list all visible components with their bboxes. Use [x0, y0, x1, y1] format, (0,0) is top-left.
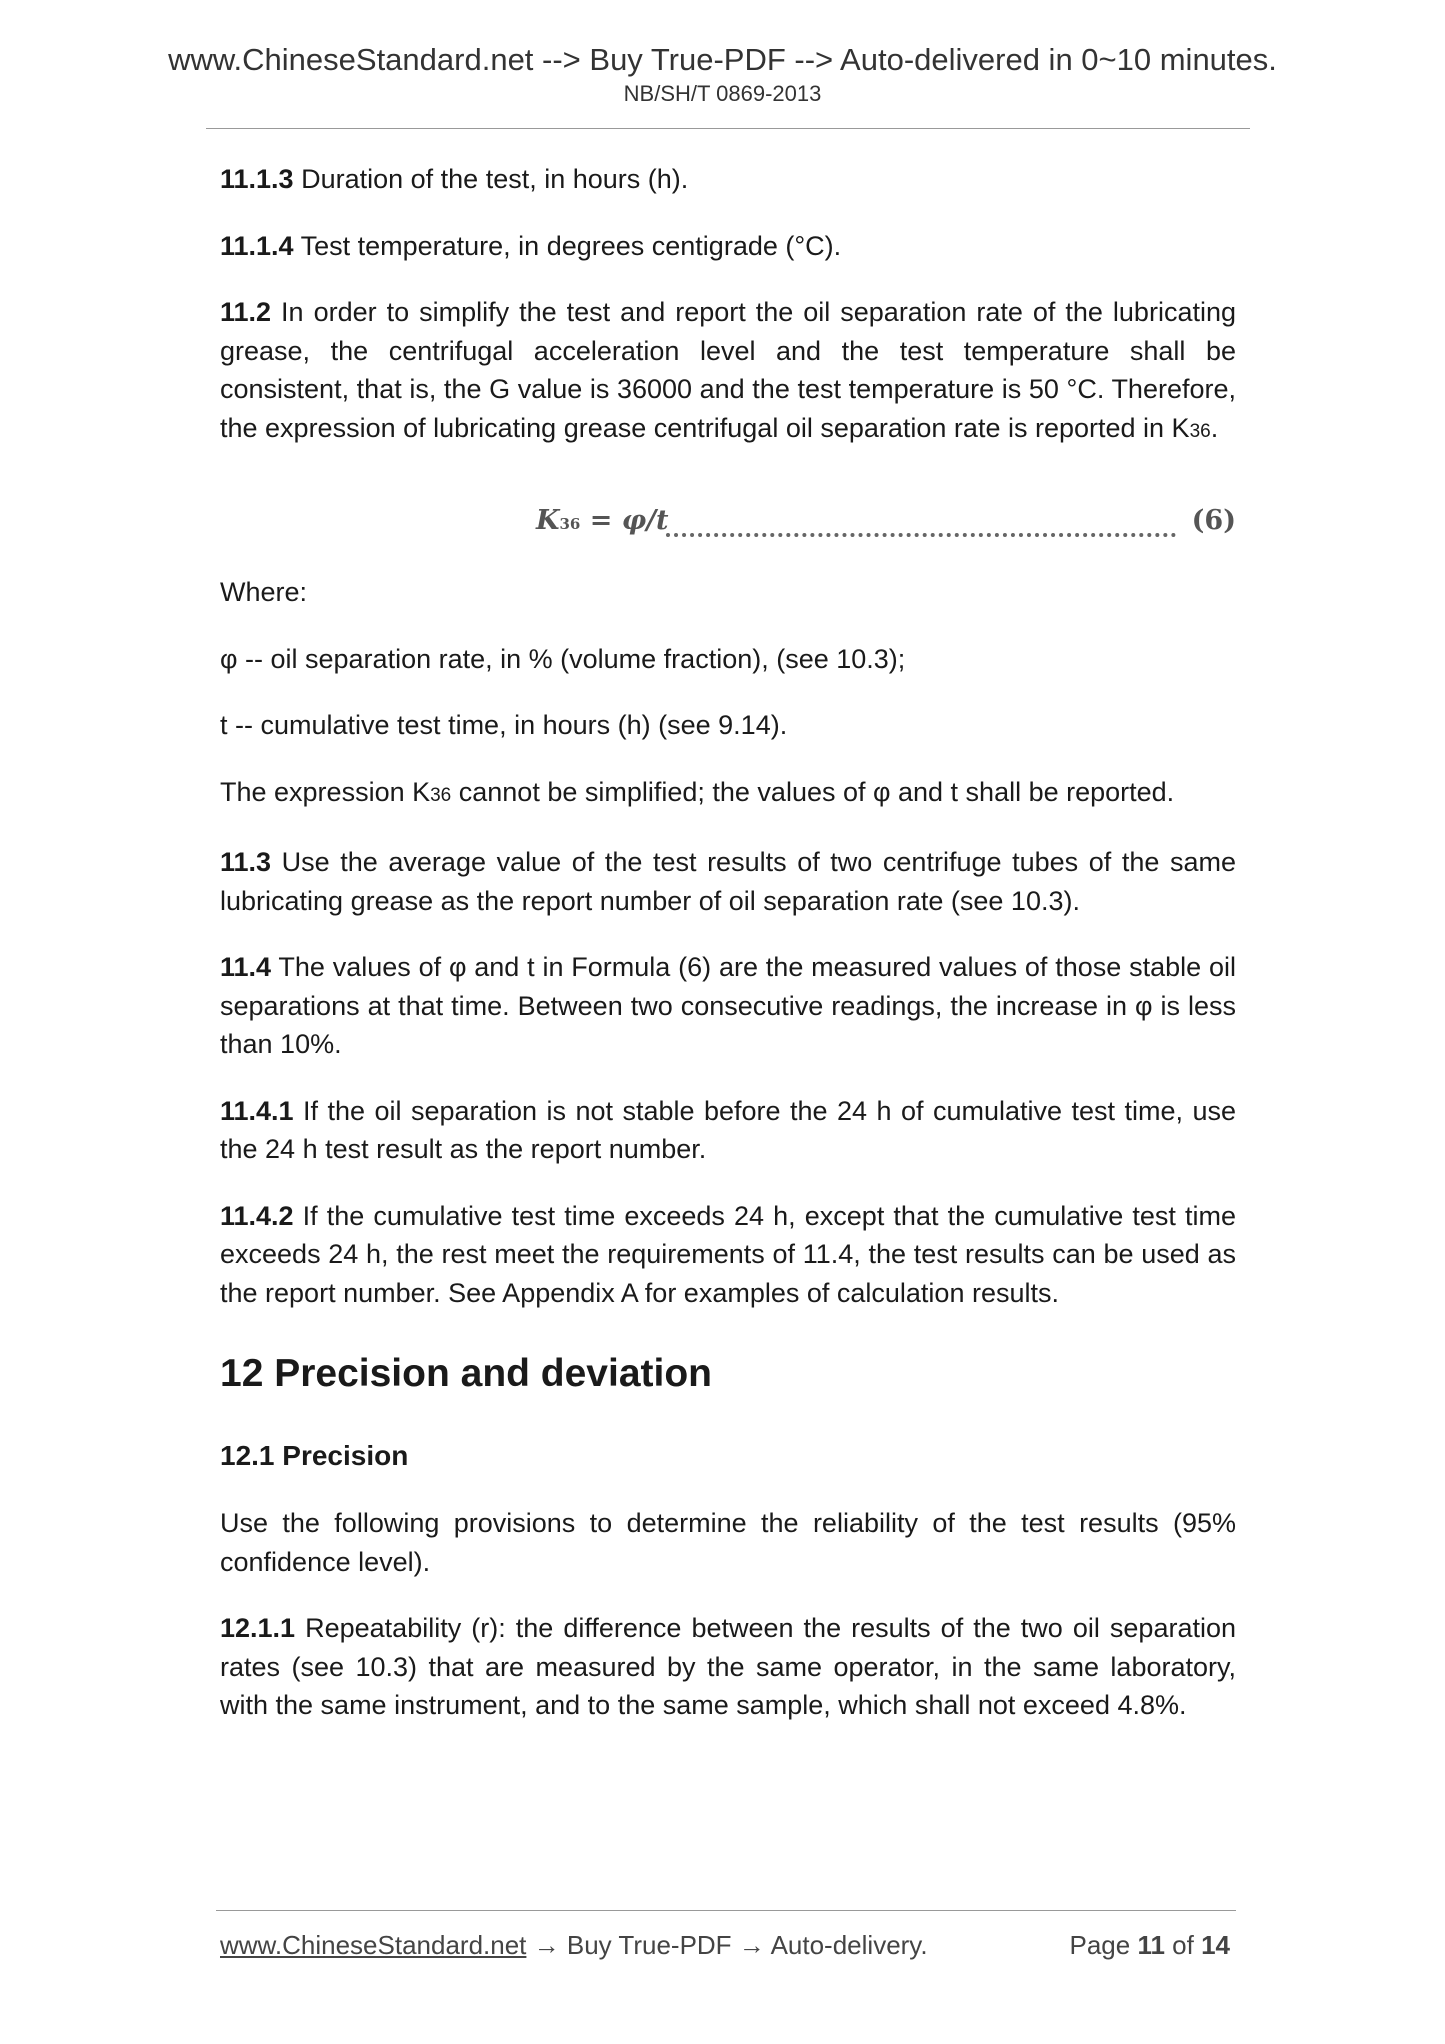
clause-number: 11.4.2: [220, 1200, 294, 1231]
page-label: Page: [1069, 1930, 1138, 1960]
precision-intro: Use the following provisions to determine the reliability of the test results (95% confidence level).: [220, 1508, 1236, 1577]
subsection-heading-12-1: 12.1 Precision: [220, 1440, 409, 1471]
formula-6: [536, 493, 1236, 573]
clause-text: The values of φ and t in Formula (6) are the measured values of those stable oil separations at that time. Between two consecutive readings, the increase in φ is less than 10%.: [220, 952, 1236, 1059]
clause-text: Duration of the test, in hours (h).: [293, 164, 689, 194]
header-divider: [206, 128, 1250, 129]
formula-k-subscript: 36: [559, 515, 581, 533]
clause-11-3: [220, 843, 1236, 920]
clause-text: If the cumulative test time exceeds 24 h, except that the cumulative test time exceeds 24 h, the rest meet the requirements of 11.4, the test results can be used as the report number. See Appendix A for examples of calculation results.: [220, 1200, 1236, 1308]
clause-text: Test temperature, in degrees centigrade (°C).: [293, 230, 842, 261]
expression-note: [220, 773, 1236, 816]
header-banner: www.ChineseStandard.net --> Buy True-PDF --> Auto-delivered in 0~10 minutes.: [168, 42, 1277, 77]
clause-number: 11.1.3: [220, 164, 294, 194]
clause-11-1-4: [220, 227, 1236, 266]
definition-t: t -- cumulative test time, in hours (h) (see 9.14).: [220, 710, 788, 740]
formula-rhs: = φ/t: [580, 505, 669, 536]
note-text-tail: cannot be simplified; the values of φ and t shall be reported.: [451, 776, 1175, 807]
subscript: 36: [430, 784, 452, 806]
clause-11-4-2: [220, 1197, 1236, 1313]
page-indicator: [1069, 1928, 1230, 1962]
clause-11-4: [220, 948, 1236, 1064]
definition-phi: φ -- oil separation rate, in % (volume fraction), (see 10.3);: [220, 643, 906, 674]
clause-text: In order to simplify the test and report the oil separation rate of the lubricating grease, the centrifugal acceleration level and the test temperature shall be consistent, that is, the G value is 36000 and the test temperature is 50 °C. Therefore, the expression of lubricating grease centrifugal oil separation rate is reported in K: [220, 297, 1236, 443]
formula-k: K: [536, 505, 560, 536]
formula-leader-dots: [666, 511, 1176, 537]
clause-text: Use the average value of the test results of two centrifuge tubes of the same lubricating grease as the report number of oil separation rate (see 10.3).: [220, 847, 1236, 916]
clause-11-1-3: [220, 160, 1236, 199]
clause-12-1-1: [220, 1609, 1236, 1725]
footer-divider: [216, 1910, 1236, 1911]
clause-number: 11.3: [220, 847, 272, 877]
where-label: Where:: [220, 577, 308, 607]
clause-number: 11.2: [220, 297, 272, 327]
formula-number: (6): [1191, 505, 1236, 536]
page-total: 14: [1201, 1930, 1230, 1960]
footer-site-link[interactable]: www.ChineseStandard.net: [220, 1930, 527, 1960]
footer-tagline: → Buy True-PDF → Auto-delivery.: [526, 1930, 928, 1960]
document-code: NB/SH/T 0869-2013: [623, 81, 822, 106]
clause-number: 11.4.1: [220, 1095, 294, 1126]
page-body: [220, 160, 1236, 1725]
section-heading-12: 12 Precision and deviation: [220, 1352, 712, 1395]
subscript: 36: [1189, 420, 1211, 442]
note-text: The expression K: [220, 776, 431, 807]
clause-text: If the oil separation is not stable before the 24 h of cumulative test time, use the 24 h test result as the report number.: [220, 1095, 1236, 1164]
clause-text: Repeatability (r): the difference between the results of the two oil separation rates (see 10.3) that are measured by the same operator, in the same laboratory, with the same instrument, and to the same sample, which shall not exceed 4.8%.: [220, 1613, 1236, 1720]
clause-tail: .: [1210, 412, 1219, 443]
clause-number: 11.4: [220, 952, 272, 982]
of-label: of: [1164, 1930, 1202, 1960]
page-footer: [220, 1928, 1230, 1962]
formula-expression: [536, 505, 669, 536]
clause-number: 12.1.1: [220, 1613, 296, 1643]
clause-11-4-1: [220, 1092, 1236, 1169]
clause-11-2: [220, 293, 1236, 451]
page-number: 11: [1137, 1930, 1165, 1960]
clause-number: 11.1.4: [220, 230, 294, 261]
